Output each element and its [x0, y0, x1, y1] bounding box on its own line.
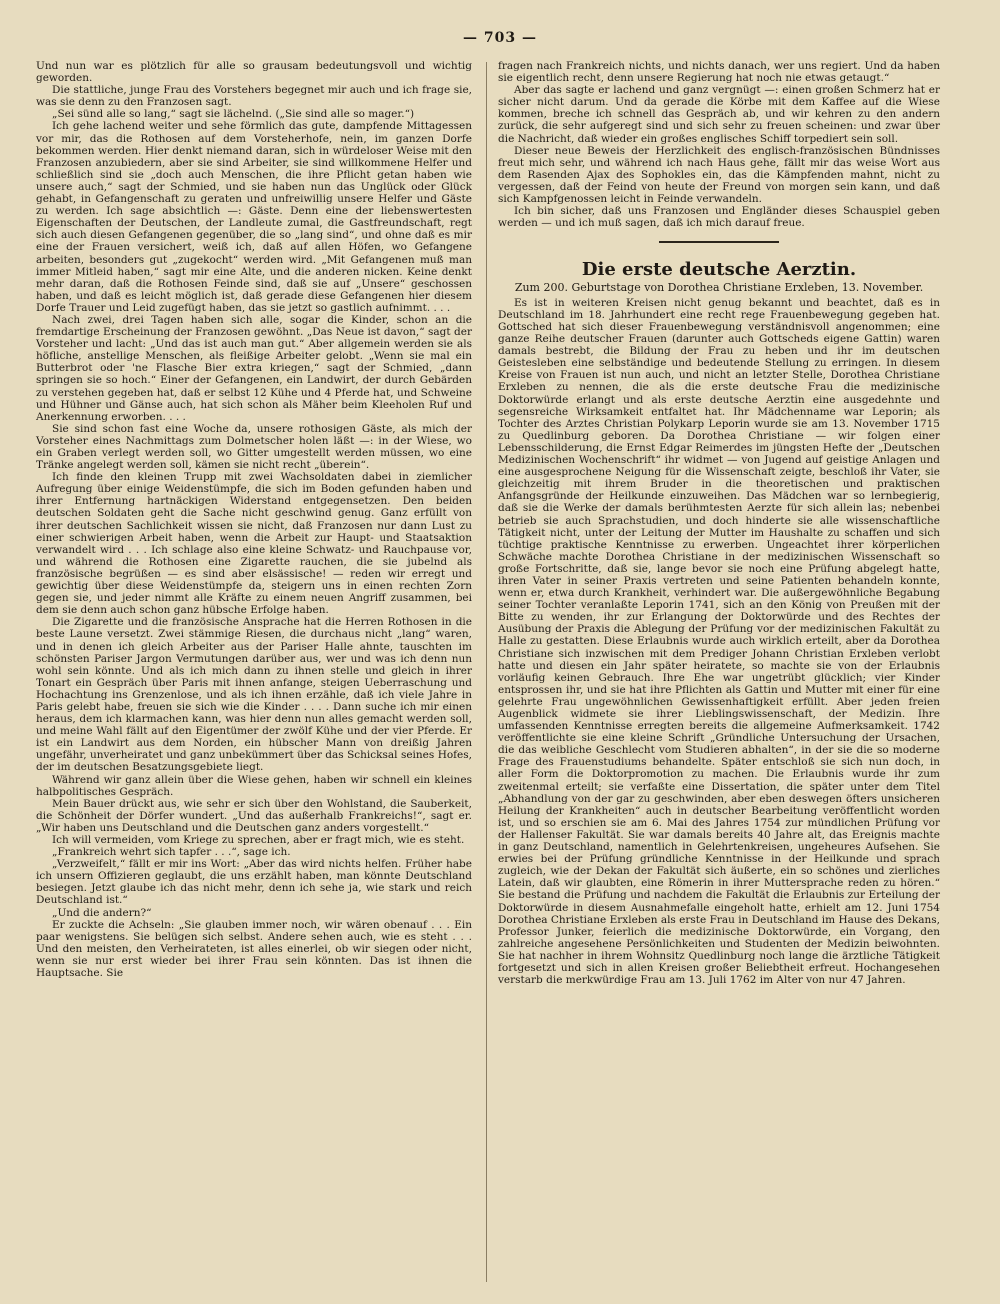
paragraph: Die Zigarette und die französische Ansprache hat die Herren Rothosen in die beste Laune versetzt. Zwei stämmige Riesen, die durchaus nicht „lang“ waren, und in denen ich gleich Arbeiter aus der Pariser Halle ahnte, tauschten im schönsten Pariser Jargon Vermutungen darüber aus, wer und was ich denn nun wohl sein könnte. Und als ich mich dann zu ihnen stelle und gleich in ihrer Tonart ein Gespräch über Paris mit ihnen anfange, steigen Ueberraschung und Hochachtung ins Grenzenlose, und als ich ihnen erzähle, daß ich viele Jahre in Paris gelebt habe, freuen sie sich wie die Kinder . . . . Dann suche ich mir einen heraus, dem ich klarmachen kann, was hier denn nun alles gemacht werden soll, und meine Wahl fällt auf den Eigentümer der zwölf Kühe und der vier Pferde. Er ist ein Landwirt aus dem Norden, ein hübscher Mann von dreißig Jahren ungefähr, unverheiratet und ganz unbekümmert über das Schicksal seines Hofes, der im deutschen Besatzungsgebiete liegt. [36, 616, 472, 774]
paragraph: „Verzweifelt,“ fällt er mir ins Wort: „Aber das wird nichts helfen. Früher habe ich unsern Offizieren geglaubt, die uns erzählt haben, man könnte Deutschland besiegen. Jetzt glaube ich das nicht mehr, denn ich sehe ja, wie stark und reich Deutschland ist.“ [36, 858, 472, 907]
column-divider [486, 62, 487, 1282]
paragraph: Die stattliche, junge Frau des Vorstehers begegnet mir auch und ich frage sie, was sie denn zu den Franzosen sagt. [36, 84, 472, 109]
paragraph: „Sei sünd alle so lang,“ sagt sie lächelnd. („Sie sind alle so mager.“) [52, 108, 415, 121]
paragraph: Ich bin sicher, daß uns Franzosen und Engländer dieses Schauspiel geben werden — und ich muß sagen, daß ich mich darauf freue. [498, 205, 940, 230]
paragraph: „Frankreich wehrt sich tapfer . . .“, sage ich. [52, 846, 291, 859]
paragraph: Und nun war es plötzlich für alle so grausam bedeutungsvoll und wichtig geworden. [36, 60, 472, 85]
page-number: — 703 — [463, 30, 537, 46]
right-column [498, 60, 940, 986]
article-subtitle: Zum 200. Geburtstage von Dorothea Christiane Erxleben, 13. November. [514, 281, 924, 295]
paragraph: Dieser neue Beweis der Herzlichkeit des englisch-französischen Bündnisses freut mich sehr, und während ich nach Haus gehe, fällt mir das weise Wort aus dem Rasenden Ajax des Sophokles ein, das die Kämpfenden mahnt, nicht zu vergessen, daß der Feind von heute der Freund von morgen sein kann, und daß sich Kampfgenossen leicht in Feinde verwandeln. [498, 144, 940, 206]
paragraph: Sie sind schon fast eine Woche da, unsere rothosigen Gäste, als mich der Vorsteher eines Nachmittags zum Dolmetscher holen läßt —: in der Wiese, wo ein Graben verlegt werden soll, wo Gitter umgestellt werden müssen, wo eine Tränke angelegt werden soll, kämen sie nicht recht „überein“. [36, 422, 472, 472]
article-paragraph: Es ist in weiteren Kreisen nicht genug bekannt und beachtet, daß es in Deutschland im 18. Jahrhundert eine recht rege Frauenbewegung gegeben hat. Gottsched hat sich dieser Frauenbewegung verständnisvoll angenommen; eine ganze Reihe deutscher Frauen (darunter auch Gottscheds eigene Gattin) waren damals bestrebt, die Bildung der Frau zu heben und ihr im deutschen Geistesleben eine selbständige und bedeutende Stellung zu erringen. In diesem Kreise von Frauen ist nun auch, und nicht an letzter Stelle, Dorothea Christiane Erxleben zu nennen, die als die erste deutsche Frau die medizinische Doktorwürde erlangt und als erste deutsche Aerztin eine ausgedehnte und segensreiche Wirksamkeit entfaltet hat. Ihr Mädchenname war Leporin; als Tochter des Arztes Christian Polykarp Leporin wurde sie am 13. November 1715 zu Quedlinburg geboren. Da Dorothea Christiane — wir folgen einer Lebensschilderung, die Ernst Edgar Reimerdes im jüngsten Hefte der „Deutschen Medizinischen Wochenschrift“ ihr widmet — von Jugend auf geistige Anlagen und eine ausgesprochene Neigung für die Wissenschaft zeigte, beschloß ihr Vater, sie gleichzeitig mit ihrem Bruder in die theoretischen und praktischen Anfangsgründe der Heilkunde einzuweihen. Das Mädchen war so lernbegierig, daß sie die Werke der damals berühmtesten Aerzte für sich allein las; nebenbei betrieb sie auch Sprachstudien, und doch hinderte sie alle wissenschaftliche Tätigkeit nicht, unter der Leitung der Mutter im Haushalte zu schaffen und sich tüchtige praktische Kenntnisse zu erwerben. Ungeachtet ihrer körperlichen Schwäche machte Dorothea Christiane in der medizinischen Wissenschaft so große Fortschritte, daß sie, lange bevor sie noch eine Prüfung abgelegt hatte, ihren Vater in seiner Praxis vertreten und seine Patienten behandeln konnte, wenn er, etwa durch Krankheit, verhindert war. Die außergewöhnliche Begabung seiner Tochter veranlaßte Leporin 1741, sich an den König von Preußen mit der Bitte zu wenden, ihr zur Erlangung der Doktorwürde und des Rechtes der Ausübung der Praxis die Ablegung der Prüfung vor der medizinischen Fakultät zu Halle zu gestatten. Diese Erlaubnis wurde auch wirklich erteilt, aber da Dorothea Christiane sich inzwischen mit dem Prediger Johann Christian Erxleben verlobt hatte und diesen ein Jahr später heiratete, so machte sie von der Erlaubnis vorläufig keinen Gebrauch. Ihre Ehe war ungetrübt glücklich; vier Kinder entsprossen ihr, und sie hat ihre Pflichten als Gattin und Mutter mit einer für eine gelehrte Frau ungewöhnlichen Gewissenhaftigkeit erfüllt. Aber jeden freien Augenblick widmete sie ihrer Lieblingswissenschaft, der Medizin. Ihre umfassenden Kenntnisse erregten bereits die allgemeine Aufmerksamkeit. 1742 veröffentlichte sie eine kleine Schrift „Gründliche Untersuchung der Ursachen, die das weibliche Geschlecht vom Studieren abhalten“, in der sie die so moderne Frage des Frauenstudiums behandelte. Später entschloß sie sich nun doch, in aller Form die Doktorpromotion zu machen. Die Erlaubnis wurde ihr zum zweitenmal erteilt; sie verfaßte eine Dissertation, die später unter dem Titel „Abhandlung von der gar zu geschwinden, aber eben deswegen öfters unsicheren Heilung der Krankheiten“ auch in deutscher Bearbeitung veröffentlicht worden ist, und so erschien sie am 6. Mai des Jahres 1754 zur mündlichen Prüfung vor der Hallenser Fakultät. Sie war damals bereits 40 Jahre alt, das Ereignis machte in ganz Deutschland, namentlich in Gelehrtenkreisen, ungeheures Aufsehen. Sie erwies bei der Prüfung gründliche Kenntnisse in der Heilkunde und sprach zugleich, wie der Dekan der Fakultät sich äußerte, ein so schönes und zierliches Latein, daß wir glaubten, eine Römerin in ihrer Muttersprache reden zu hören.“ Sie bestand die Prüfung und nachdem die Fakultät die Erlaubnis zur Erteilung der Doktorwürde in diesem Ausnahmefalle eingeholt hatte, erhielt am 12. Juni 1754 Dorothea Christiane Erxleben als erste Frau in Deutschland im Hause des Dekans, Professor Junker, feierlich die medizinische Doktorwürde, ein Vorgang, den zahlreiche angesehene Persönlichkeiten und Studenten der Medizin beiwohnten. Sie hat nachher in ihrem Wohnsitz Quedlinburg noch lange die ärztliche Tätigkeit fortgesetzt und sich in allen Kreisen großer Beliebtheit erfreut. Hochangesehen verstarb die merkwürdige Frau am 13. Juli 1762 im Alter von nur 47 Jahren. [498, 296, 940, 987]
paragraph: Ich gehe lachend weiter und sehe förmlich das gute, dampfende Mittagessen vor mir, das die Rothosen auf dem Vorsteherhofe, nein, im ganzen Dorfe bekommen werden. Hier denkt niemand daran, sich in würdeloser Weise mit den Franzosen anzubiedern, aber sie sind Arbeiter, sie sind willkommene Helfer und schließlich sind sie „doch auch Menschen, die ihre Pflicht getan haben wie unsere auch,“ sagt der Schmied, und sie haben nun das Unglück oder Glück gehabt, in Gefangenschaft zu geraten und unfreiwillig unsere Helfer und Gäste zu werden. Ich sage absichtlich —: Gäste. Denn eine der liebenswertesten Eigenschaften der Deutschen, der Landleute zumal, die Gastfreundschaft, regt sich auch diesen Gefangenen gegenüber, die so „lang sind“, und ohne daß es mir eine der Frauen versichert, weiß ich, daß auf allen Höfen, wo Gefangene arbeiten, besonders gut „zugekocht“ werden wird. „Mit Gefangenen muß man immer Mitleid haben,“ sagt mir eine Alte, und die anderen nicken. Keine denkt mehr daran, daß die Rothosen Feinde sind, daß sie auf „Unsere“ geschossen haben, und daß es leicht möglich ist, daß gerade diese Gefangenen hier diesem Dorfe Trauer und Leid zugefügt haben, das sie jetzt so gastlich aufnimmt. . . . [36, 120, 472, 314]
paragraph: Aber das sagte er lachend und ganz vergnügt —: einen großen Schmerz hat er sicher nicht darum. Und da gerade die Körbe mit dem Kaffee auf die Wiese kommen, breche ich schnell das Gespräch ab, und wir kehren zu den andern zurück, die sehr aufgeregt sind und sich sehr zu freuen scheinen: und zwar über die Nachricht, daß wieder ein großes englisches Schiff torpediert sein soll. [498, 84, 940, 145]
section-separator [659, 241, 779, 243]
paragraph: Er zuckte die Achseln: „Sie glauben immer noch, wir wären obenauf . . . Ein paar wenigstens. Sie belügen sich selbst. Andere sehen auch, wie es steht . . . Und den meisten, den Verheirateten, ist alles einerlei, ob wir siegen oder nicht, wenn sie nur erst wieder bei ihrer Frau sein könnten. Das ist ihnen die Hauptsache. Sie [36, 918, 472, 980]
article-title: Die erste deutsche Aerztin. [581, 259, 857, 281]
paragraph: Nach zwei, drei Tagen haben sich alle, sogar die Kinder, schon an die fremdartige Erscheinung der Franzosen gewöhnt. „Das Neue ist davon,“ sagt der Vorsteher und lacht: „Und das ist auch man gut.“ Aber allgemein werden sie als höfliche, anstellige Menschen, als fleißige Arbeiter gelobt. „Wenn sie mal ein Butterbrot oder 'ne Flasche Bier extra kriegen,“ sagt der Schmied, „dann springen sie so hoch.“ Einer der Gefangenen, ein Landwirt, der durch Gebärden zu verstehen gegeben hat, daß er selbst 12 Kühe und 4 Pferde hat, und Schweine und Hühner und Gänse auch, hat sich schon als Mäher beim Kleeholen Ruf und Anerkennung erworben. . . . [36, 313, 472, 423]
paragraph: „Und die andern?“ [52, 906, 152, 919]
left-column [36, 60, 472, 979]
paragraph: fragen nach Frankreich nichts, und nichts danach, wer uns regiert. Und da haben sie eigentlich recht, denn unsere Regierung hat noch nie etwas getaugt.“ [498, 60, 940, 85]
paragraph: Während wir ganz allein über die Wiese gehen, haben wir schnell ein kleines halbpolitisches Gespräch. [36, 773, 472, 798]
paragraph: Ich will vermeiden, vom Kriege zu sprechen, aber er fragt mich, wie es steht. [52, 834, 465, 846]
paragraph: Ich finde den kleinen Trupp mit zwei Wachsoldaten dabei in ziemlicher Aufregung über einige Weidenstümpfe, die sich im Boden gefunden haben und ihrer Entfernung hartnäckigen Widerstand entgegensetzen. Den beiden deutschen Soldaten geht die Sache nicht geschwind genug. Ganz erfüllt von ihrer deutschen Sachlichkeit wissen sie nicht, daß Franzosen nur dann Lust zu einer schwierigen Arbeit haben, wenn die Arbeit zur Haupt- und Staatsaktion verwandelt wird . . . Ich schlage also eine kleine Schwatz- und Rauchpause vor, und während die Rothosen eine Zigarette rauchen, die sie jubelnd als französische begrüßen — es sind aber elsässische! — reden wir erregt und gewichtig über diese Weidenstümpfe da, steigern uns in einen rechten Zorn gegen sie, und jeder nimmt alle Kräfte zu einem neuen Angriff zusammen, bei dem sie denn auch schon ganz hübsche Erfolge haben. [36, 471, 472, 617]
paragraph: Mein Bauer drückt aus, wie sehr er sich über den Wohlstand, die Sauberkeit, die Schönheit der Dörfer wundert. „Und das außerhalb Frankreichs!“, sagt er. „Wir haben uns Deutschland und die Deutschen ganz anders vorgestellt.“ [36, 797, 472, 834]
